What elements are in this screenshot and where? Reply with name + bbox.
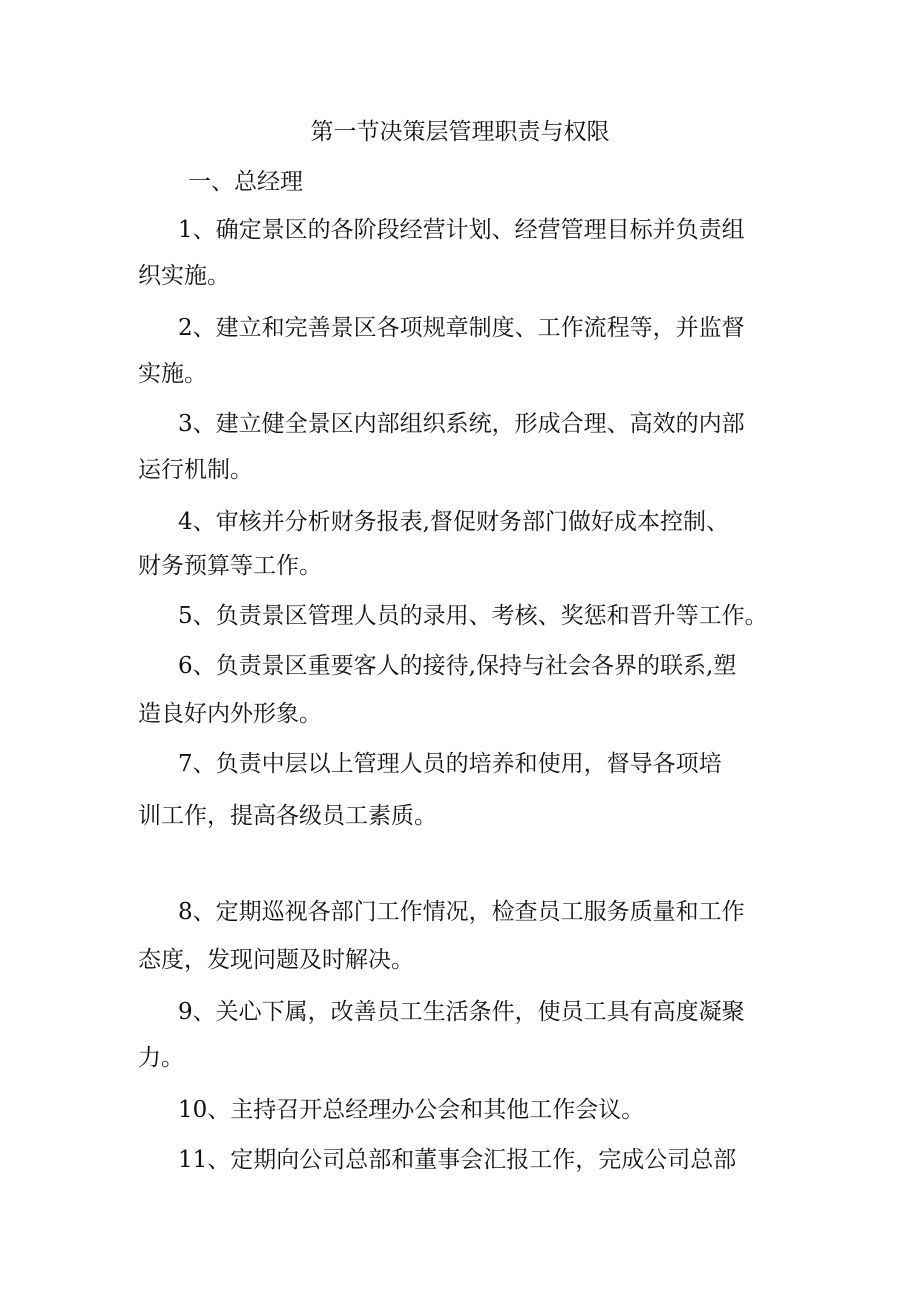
- list-item-7-line-1: 7、负责中层以上管理人员的培养和使用，督导各项培: [178, 751, 722, 777]
- list-item-1-line-2: 织实施。: [138, 263, 230, 289]
- list-item-2-line-2: 实施。: [138, 361, 207, 387]
- list-item-10-line-1: 10、主持召开总经理办公会和其他工作会议。: [178, 1097, 645, 1123]
- list-item-6-line-2: 造良好内外形象。: [138, 701, 322, 727]
- list-item-8-line-2: 态度，发现问题及时解决。: [138, 947, 414, 973]
- list-item-4-line-2: 财务预算等工作。: [138, 553, 322, 579]
- list-item-11-line-1: 11、定期向公司总部和董事会汇报工作，完成公司总部: [178, 1147, 737, 1173]
- list-item-6-line-1: 6、负责景区重要客人的接待,保持与社会各界的联系,塑: [178, 653, 737, 679]
- list-item-7-line-2: 训工作，提高各级员工素质。: [138, 803, 437, 829]
- list-item-3-line-1: 3、建立健全景区内部组织系统，形成合理、高效的内部: [178, 411, 745, 437]
- list-item-2-line-1: 2、建立和完善景区各项规章制度、工作流程等，并监督: [178, 315, 745, 341]
- list-item-5-line-1: 5、负责景区管理人员的录用、考核、奖惩和晋升等工作。: [178, 603, 768, 629]
- section-heading: 一、总经理: [188, 169, 303, 195]
- list-item-3-line-2: 运行机制。: [138, 457, 253, 483]
- list-item-9-line-1: 9、关心下属，改善员工生活条件，使员工具有高度凝聚: [178, 999, 745, 1025]
- list-item-4-line-1: 4、审核并分析财务报表,督促财务部门做好成本控制、: [178, 509, 729, 535]
- list-item-8-line-1: 8、定期巡视各部门工作情况，检查员工服务质量和工作: [178, 899, 745, 925]
- list-item-1-line-1: 1、确定景区的各阶段经营计划、经营管理目标并负责组: [178, 217, 745, 243]
- list-item-9-line-2: 力。: [138, 1045, 184, 1071]
- page-title: 第一节决策层管理职责与权限: [310, 119, 610, 145]
